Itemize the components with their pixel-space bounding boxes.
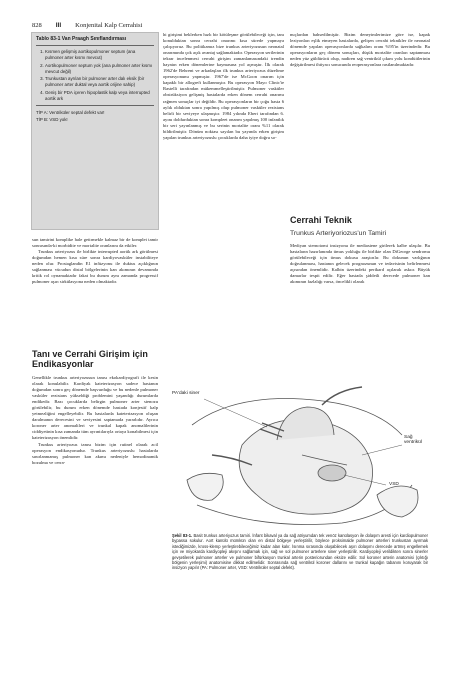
illustration-drawing xyxy=(172,385,428,533)
running-title: Konjenital Kalp Cerrahisi xyxy=(75,22,143,29)
section-heading-diagnosis: Tanı ve Cerrahi Girişim için Endikasyonlar xyxy=(32,349,148,369)
label-pa-snare: PA'daki siner xyxy=(172,391,200,396)
paragraph: Trunkus arteriyozus ile birlikte interrupted aortik ark görülmesi doğumdan hemen kısa süre sonra kardiyovasküler instabiliteye neden olur. Prostaglandin E1 infüzyonu ile duktus açıklığının sağlanması vücudun distal bölgelerinin kan akımının devamında kritik rol oynamaktadır fakat bu durum aynı zamanda progressif pulmoner aşırı sirkülasyona neden olmaktadır. xyxy=(32,249,158,285)
table-title: Tablo 83-1 Van Praagh Sınıflandırması xyxy=(36,36,127,42)
table-item: 1. Kısmen gelişmiş aortikopulmoner septum (ana pulmoner arter kısmı mevcut) xyxy=(45,49,154,62)
column-1-lower xyxy=(32,375,158,466)
page-number: 828 xyxy=(32,22,42,29)
aortic-cannula xyxy=(322,387,362,405)
table-item: 3. Trunkustan ayrılan bir pulmoner arter dalı eksik (bir pulmoner arter duktal veya aortik orijine sahip) xyxy=(45,76,154,89)
table-item: 4. Geniş bir PDA içeren hipoplastik kalp veya interrupted aortik ark xyxy=(45,90,154,103)
instrument-left xyxy=(187,473,223,500)
caption-text: Basit trunkus arteriyozus tamiri. İnfant bikaval ya da sağ atriyumdan tek venöz kanülasyon ile dolaşım aresti için kardiopulmoner bypassa sokulur. Aort kanülü mümkün olan en distal bölgeye yerleştirilir, böylece proksimalde pulmoner arterleri trunkustan ayırmak istediğimizde, kross-klemp yerleştirebileceğimiz kadar alan kalır. İsınma sırasında oluşabilecek aşırı dolaşımı derecede artmış engellemek için ve miyokarda kardiyopleji akışını sağlamak için, sağ ve sol pulmoner arterlere siner yerleştirilir. Kardiyopleji verildikten sonra sinerler gevşetilerek pulmoner arterler ve pulmoner bifürkasyon trunkal arterin posteriorundan eksize edilir. Sol koroner arterin anatomisi (çıktığı bölgenin yerleşimi) anatomisine dikkat edilmelidir. Sonrasında sağ ventrikül koroner dallarını ve trunkal kapağın tabanını koruyarak bir insizyon yapılır (PA: Pulmoner arter, VSD: Ventriküler septal defekt). xyxy=(172,533,428,571)
label-vsd: VSD xyxy=(389,482,399,487)
column-2 xyxy=(163,32,284,141)
table-item: 2. Aortikopulmoner septum yok (ana pulmoner arter kısmı mevcut değil) xyxy=(45,63,154,76)
section-heading-surgical-technique: Cerrahi Teknik xyxy=(290,215,352,225)
subsection-heading: Trunkus Arteriyoriozus'un Tamiri xyxy=(290,230,387,237)
table-note-b: TİP B: VSD yok! xyxy=(36,116,68,122)
paragraph: nuçlardan bahsedilmiştir. Bizim deneyimlerimize göre ise, kapak leziyonları eşlik etmeyen hastalarda, gelişen cerrahi teknikler ile neonatal dönemde yapılan operasyonlarda sağkalım oranı %95'in üzerindedir. Bu operasyonların geç dönem sonuçları, düşük mortalite oranları saptanması neden yüz güldürücü olup, nadiren sağ ventrikül çıkım yolu kondüitlerinin değiştirilmesi ihtiyacı sonucunda reoperasyonlara rastlanılmaktadır. xyxy=(290,32,430,68)
figure-number: Şekil 83-1. xyxy=(172,533,193,538)
leader-rv xyxy=(362,445,402,455)
classification-table xyxy=(31,32,159,230)
column-3-lower xyxy=(290,243,430,285)
paragraph: Trunkus arteriyozus tanısı bizim için rutinel olarak acil operasyon endikasyonudur. Trunkus arteriyozuslu hastalarda sınırlanmamış pulmoner kan akımı nedeniyle hemodinamik bozulma ve cerra- xyxy=(32,441,158,465)
vsd-opening xyxy=(318,465,346,481)
running-header xyxy=(32,22,423,29)
table-list xyxy=(36,49,154,102)
label-right-ventricle: Sağ ventrikül xyxy=(404,435,422,445)
leader-pa xyxy=(204,399,267,427)
paragraph: sun tamirini komplike hale getirmekle kalmaz bir de komplet tamir sonrasında-ki morbidite ve mortalite oranlarını da etkiler. xyxy=(32,237,158,249)
truncus-vessel xyxy=(277,407,334,440)
surgical-illustration xyxy=(172,385,428,533)
paragraph: hi girişimi beklerken hızlı bir kötüleşme görülebileceği için, tanı konulduktan sonra cerrahi onarımı kısa sürede yapmaya çalışıyoruz. Bu politikamız bize trunkus arteriyozusun neonatal onarımında çok açık avantaj sağlamaktadır. Operasyon serilerinin tekrar incelenmesi cerrahi girişim zamanlamasındaki trendin hayatın erken dönemlerine kaymasına yol açmıştır. İlk olarak 1962'de Behrent ve arkadaşları ilk trunkus arteriyozus düzeltme operasyonunu yapmıştır. 1967'de ise McGoon onarım için kapaklı bir allogreft kullanmıştır. Bu operasyon Mayo Clinic'te Rastelli tarafından mükemmelleştirilmiştir. Pulmoner vasküler obstrüksiyon gelişmiş hastalarda erken dönem cerrahi onarımı rağmen sonuçlar iyi değildir. Bu operasyonların bir çoğu hasta 6 aylık olduktan sonra yapılmış olup pulmoner vasküler rezistans belirli bir seviyeye ulaşmıştır. 1984 yılında Ebert tarafından 6. ayını doldurduktan sonra kompleet onarım yapılmış 100 infantlık bir seri yayınlanmış ve bu serinin mortalite oranı %11 olarak bildirilmiştir. Dönüm noktası sayılan bu yayında erken girişim yapılan trunkus arteriyozuslu çocuklarda daha iyiye doğru so- xyxy=(163,32,284,140)
table-note-a: TİP A: Ventriküler septal defekt var! xyxy=(36,110,105,116)
figure-caption xyxy=(172,533,428,571)
instrument-right xyxy=(377,486,418,517)
part-number: III xyxy=(55,22,62,29)
table-divider xyxy=(36,45,154,46)
paragraph: Genellikle trunkus arteriyozusun tanısı ekokardiyografi ile kesin olarak konulabilir. Kardiyak kateterizasyon sadece hastanın doğumdan sonra geç dönemde başvurduğu ve bu nedenle pulmoner vasküler rezistans yükseldiği problemini yaşandığı durumlarda endikedir. Bazı çocuklarda belirgin pulmoner arter stenozu görülebilir, bu durum erken dönemde hastada konjestif kalp yetmezliğini engelleyebilir. Bu hastalarda kateterizasyon oluşan daralmanın derecesini ve seviyesini saptamada yararlıdır. Ayrıca koroner arter anomalileri ve trunkal kapak anomalilerinin ciddiyetinin kısa zamanda tüm ayrıntılarıyla ortaya konabilmesi için kateterizasyon önemlidir. xyxy=(32,375,158,441)
paragraph: Mediyan sternotomi insizyonu ile mediastene girilerek kalbe ulaşılır. Bu hastaların hazırlanında timus yokluğu ile birlikte olan DiGeorge sendromu görülebileceği için timus dokusu araştırılır. Bu dokunun varlığının doğrulanması, hastanın gelecek prognozunun ve tedavisinin belirlenmesi açısından önemlidir. Kalbin üzerindeki perikard açılarak askıır. Büyük damarlar tespit edilir. Eğer hastada şiddetli derecede pulmoner kan akımının fazlalığı varsa, öncelikli olarak xyxy=(290,243,430,285)
column-1-upper xyxy=(32,237,158,285)
column-3-upper xyxy=(290,32,430,68)
table-divider xyxy=(36,105,154,106)
